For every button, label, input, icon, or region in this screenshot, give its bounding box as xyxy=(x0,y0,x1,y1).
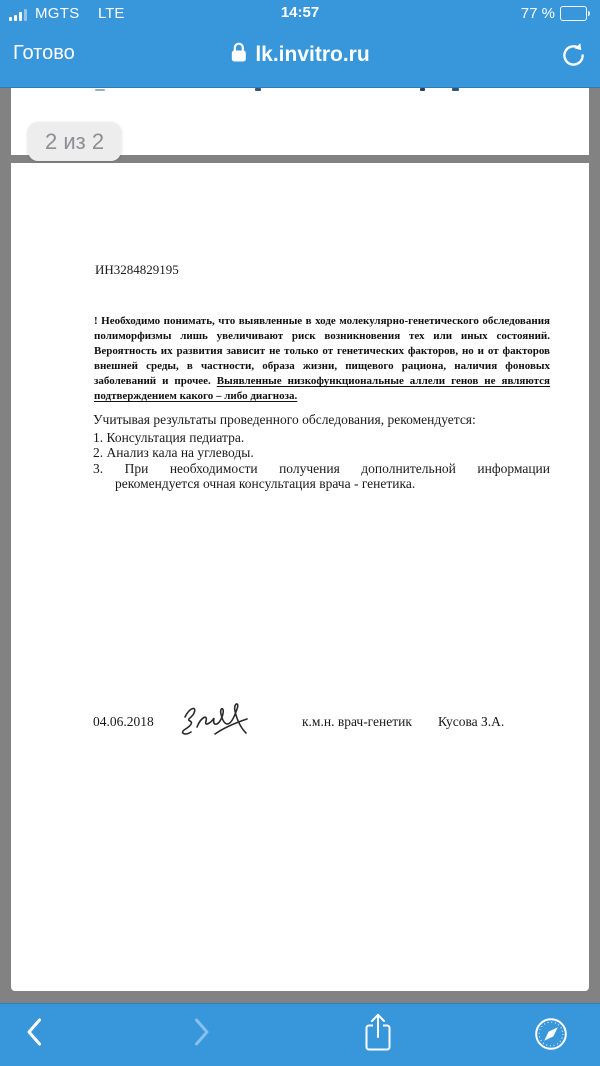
reload-button[interactable] xyxy=(560,42,587,72)
browser-toolbar xyxy=(0,1003,600,1066)
lock-icon xyxy=(230,41,247,68)
document-id: ИН3284829195 xyxy=(95,262,179,277)
clipped-text-fragment xyxy=(95,89,105,91)
warning-line: заболеваний и прочее. Выявленные низкофункциональные аллели генов не являются xyxy=(94,375,550,387)
warning-line: подтверждением какого – либо диагноза. xyxy=(94,390,298,402)
safari-nav-bar xyxy=(0,28,600,88)
warning-line: полиморфизмы лишь увеличивают риск возникновения тех или иных состояний. xyxy=(94,330,550,342)
clipped-text-fragment xyxy=(255,88,261,91)
network-type-label: LTE xyxy=(98,5,125,22)
warning-line: Вероятность их развития зависит не только от генетических факторов, но и от факторов xyxy=(94,345,550,357)
warning-line: ! Необходимо понимать, что выявленные в ходе молекулярно-генетического обследования xyxy=(94,315,550,327)
recommendation-item-continued: рекомендуется очная консультация врача - генетика. xyxy=(115,476,416,492)
clipped-text-fragment xyxy=(452,88,459,91)
address-bar[interactable] xyxy=(230,41,369,68)
chevron-left-icon xyxy=(26,1035,42,1050)
back-button[interactable] xyxy=(26,1017,42,1050)
browser-header xyxy=(0,0,600,88)
recommendation-item: 2. Анализ кала на углеводы. xyxy=(93,445,254,461)
forward-button[interactable] xyxy=(194,1017,210,1050)
done-button[interactable]: Готово xyxy=(13,42,75,64)
battery-percent-label: 77 % xyxy=(520,5,555,22)
share-icon xyxy=(362,1041,394,1056)
recommendation-item: 3. При необходимости получения дополнительной информации xyxy=(93,460,550,476)
handwritten-signature xyxy=(177,697,261,750)
warning-paragraph xyxy=(94,314,550,404)
carrier-label: MGTS xyxy=(35,5,80,22)
battery-icon xyxy=(560,6,587,21)
recommendation-item: 1. Консультация педиатра. xyxy=(93,429,245,445)
url-label: lk.invitro.ru xyxy=(255,42,370,66)
open-in-safari-button[interactable] xyxy=(534,1017,568,1054)
pdf-viewer[interactable] xyxy=(0,88,600,1003)
compass-icon xyxy=(534,1039,568,1054)
clipped-text-fragment xyxy=(420,88,425,91)
page-indicator-badge xyxy=(28,123,121,161)
chevron-right-icon xyxy=(194,1035,210,1050)
page-indicator-label: 2 из 2 xyxy=(45,129,105,154)
recommendations-block xyxy=(93,412,550,492)
pdf-page-2 xyxy=(11,163,589,991)
battery-indicator xyxy=(521,5,590,22)
clock: 14:57 xyxy=(280,4,320,21)
status-bar xyxy=(0,0,600,28)
doctor-credentials: к.м.н. врач-генетик xyxy=(302,714,412,729)
warning-line: внешней среды, в частности, образа жизни, пищевого рациона, наличия фоновых xyxy=(94,360,550,372)
share-button[interactable] xyxy=(362,1012,394,1056)
reload-icon xyxy=(560,57,587,72)
recommendations-intro: Учитывая результаты проведенного обследования, рекомендуется: xyxy=(93,412,476,427)
signature-date: 04.06.2018 xyxy=(93,714,154,729)
doctor-name: Кусова З.А. xyxy=(438,714,505,729)
